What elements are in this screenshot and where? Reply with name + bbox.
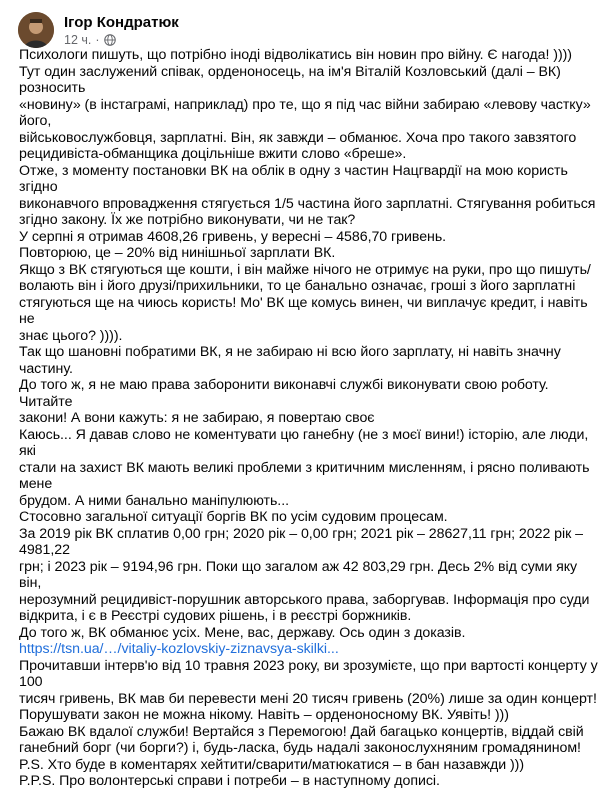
post-paragraph: Так що шановні побратими ВК, я не забираю ні всю його зарплату, ні навіть значну частину.: [19, 344, 561, 377]
post-paragraph: Порушувати закон не можна нікому. Навіть – орденоносному ВК. Уявіть! ))): [19, 707, 509, 723]
avatar-image-icon: [18, 12, 54, 48]
post-paragraph: До того ж, я не маю права заборонити виконавчі службі виконувати свою роботу. Читайте закони! А вони кажуть: я не забираю, я повертаю своє: [19, 377, 549, 426]
author-avatar[interactable]: [18, 12, 54, 48]
post-paragraph: Стосовно загальної ситуації боргів ВК по усім судовим процесам.: [19, 509, 448, 525]
post-paragraph: Отже, з моменту постановки ВК на облік в одну з частин Нацгвардії на мою користь згідно виконавчого впровадження стягується 1/5 частина його зарплатні. Стягування робиться згідно закону. Їх же потрібно виконувати, чи не так?: [19, 162, 596, 228]
post-header: [18, 12, 596, 52]
post-paragraph: Якщо з ВК стягуються ще кошти, і він майже нічого не отримує на руки, про що пишуть/ волають він і його друзі/прихильники, то це банально означає, гроші з його зарплатні стягуються ще на чиюсь користь! Мо' ВК ще комусь винен, чи виплачує кредит, і навіть не знає цього? )))).: [19, 261, 591, 344]
post-paragraph: Повторюю, це – 20% від нинішньої зарплати ВК.: [19, 245, 336, 261]
meta-separator: ·: [95, 33, 100, 47]
post-paragraph: P.P.S. Про волонтерські справи і потреби – в наступному дописі.: [19, 773, 440, 789]
post-paragraph: У серпні я отримав 4608,26 гривень, у вересні – 4586,70 гривень.: [19, 228, 447, 245]
post-paragraph: Тут один заслужений співак, орденоносець, на ім'я Віталій Козловський (далі – ВК) розносить «новину» (в інстаграмі, наприклад) про те, що я під час війни забираю «левову частку» його, військовослужбовця, зарплатні. Він, як завжди – обманює. Хоча про такого завзятого рецидивіста-обманщика доцільніше вжити слово «бреше».: [19, 63, 591, 162]
post-paragraph: P.S. Хто буде в коментарях хейтити/сварити/матюкатися – в бан назавжди ))): [19, 756, 525, 773]
post-paragraph: За 2019 рік ВК сплатив 0,00 грн; 2020 рік – 0,00 грн; 2021 рік – 28627,11 грн; 2022 рік – 4981,22 грн; і 2023 рік – 9194,96 грн. Поки що загалом аж 42 803,29 грн. Десь 2% від суми яку він, нерозумний рецидивіст-порушник авторського права, заборгував. Інформація про суди відкрита, і є в Реєстрі судових рішень, і в реєстрі боржників.: [19, 525, 590, 624]
post-paragraph: Каюсь... Я давав слово не коментувати цю ганебну (не з моєї вини!) історію, але люди, які стали на захист ВК мають великі проблеми з критичним мисленням, і рясно поливають мене брудом. А ними банально маніпулюють...: [19, 426, 590, 509]
post-text: [19, 47, 601, 790]
author-name[interactable]: Ігор Кондратюк: [64, 14, 179, 31]
post-meta: [64, 33, 116, 47]
globe-icon[interactable]: [104, 34, 116, 46]
post-timestamp[interactable]: 12 ч.: [64, 33, 92, 47]
article-link[interactable]: https://tsn.ua/…/vitaliy-kozlovskiy-ziznavsya-skilki...: [19, 641, 339, 657]
post-paragraph: Прочитавши інтерв'ю від 10 травня 2023 року, ви зрозумієте, що при вартості концерту у 100 тисяч гривень, ВК мав би перевести мені 20 тисяч гривень (20%) лише за один концерт!: [19, 657, 598, 707]
post-paragraph: Бажаю ВК вдалої служби! Вертайся з Перемогою! Дай багацько концертів, віддай свій ганебний борг (чи борги?) і, будь-ласка, будь надалі законослухняним громадянином!: [19, 723, 584, 756]
post-paragraph: Психологи пишуть, що потрібно іноді відволікатись він новин про війну. Є нагода! )))): [19, 47, 572, 63]
post-paragraph: До того ж, ВК обманює усіх. Мене, вас, державу. Ось один з доказів.: [19, 624, 466, 641]
